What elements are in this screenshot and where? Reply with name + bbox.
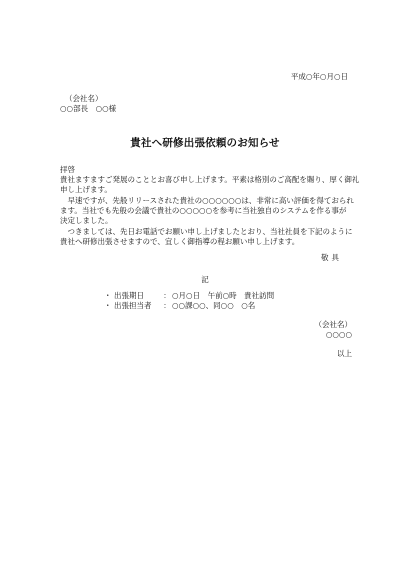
details-list xyxy=(104,291,274,311)
ki-heading: 記 xyxy=(201,275,209,284)
document-date: 平成○年○月○日 xyxy=(290,72,348,81)
body-line: 申し上げます。 xyxy=(60,185,112,194)
body-line: 貴社へ研修出張させますので、宜しく御指導の程お願い申し上げます。 xyxy=(60,237,300,246)
body-line: つきましては、先日お電話でお願い申し上げましたとおり、当社社員を下記のように xyxy=(60,227,353,236)
recipient-name: ○○部長 ○○様 xyxy=(60,104,117,113)
document-title: 貴社へ研修出張依頼のお知らせ xyxy=(130,137,280,149)
bullet: ・ xyxy=(104,291,112,300)
detail-value: ○○課○○、同○○ ○名 xyxy=(172,301,256,310)
detail-separator: ： xyxy=(163,301,171,310)
detail-value: ○月○日 午前○時 貴社訪問 xyxy=(172,291,275,300)
detail-separator: ： xyxy=(163,291,171,300)
detail-item-date xyxy=(104,291,274,301)
detail-item-staff xyxy=(104,301,274,311)
recipient-company: （会社名） xyxy=(65,94,103,103)
sender-name: ○○○○ xyxy=(325,330,352,339)
sender-company: （会社名） xyxy=(314,320,352,329)
end-mark: 以上 xyxy=(337,349,352,358)
body-line: 貴社ますますご発展のこととお喜び申し上げます。平素は格別のご高配を賜り、厚く御礼 xyxy=(60,175,360,184)
bullet: ・ xyxy=(104,301,112,310)
closing: 敬具 xyxy=(321,253,342,262)
body-line: 早速ですが、先般リリースされた貴社の○○○○○○は、非常に高い評価を得ておられ xyxy=(60,196,354,205)
body-line: 決定しました。 xyxy=(60,216,113,225)
detail-label: 出張期日 xyxy=(114,291,144,300)
salutation: 拝啓 xyxy=(60,165,75,174)
detail-label: 出張担当者 xyxy=(114,301,152,310)
body-line: ます。当社でも先般の会議で貴社の○○○○○を参考に当社独自のシステムを作る事が xyxy=(60,206,347,215)
